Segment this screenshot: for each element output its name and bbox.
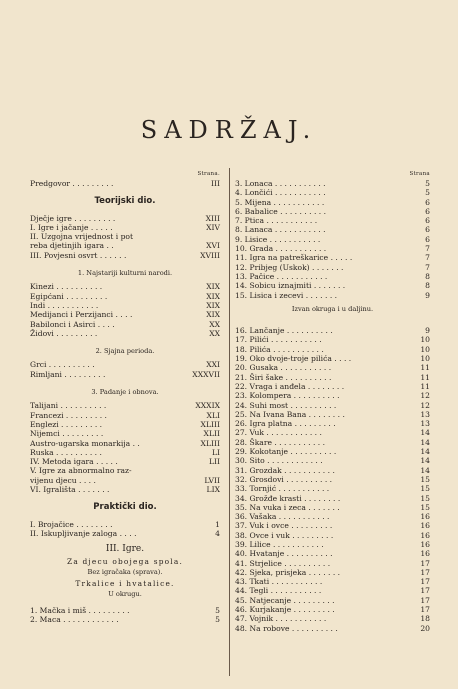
entry-label: Ruska . . . . . . . . . . xyxy=(30,447,102,457)
entry-label: 11. Igra na patreškarice . . . . . xyxy=(235,253,353,263)
toc-entry xyxy=(235,466,430,475)
toc-entry xyxy=(235,179,430,188)
entry-page: LIX xyxy=(206,485,220,495)
entry-label: 12. Pribjeg (Uskok) . . . . . . . xyxy=(235,262,344,272)
toc-entry xyxy=(30,466,220,475)
entry-page: XXXIX xyxy=(195,401,220,411)
entry-page: XXI xyxy=(206,360,220,370)
entry-label: 2. Maca . . . . . . . . . . . . xyxy=(30,614,119,624)
entry-page: 7 xyxy=(425,262,430,272)
entry-page: 17 xyxy=(420,595,430,605)
toc-entry xyxy=(30,429,220,438)
entry-page: XIX xyxy=(206,300,220,310)
entry-page: 6 xyxy=(425,216,430,226)
entry-label: Englezi . . . . . . . . . xyxy=(30,419,103,429)
entry-label: 30. Sito . . . . . . . . . . . . xyxy=(235,456,323,466)
entry-label: 6. Babalice . . . . . . . . . . xyxy=(235,206,327,216)
entry-label: 44. Tegli . . . . . . . . . . . xyxy=(235,586,322,596)
list-games-right-2 xyxy=(235,326,430,633)
subheading-period-2: 2. Sjajna perioda. xyxy=(95,347,155,356)
toc-entry xyxy=(235,410,430,419)
entry-page: XLIII xyxy=(200,438,220,448)
entry-label: 40. Hvatanje . . . . . . . . . . xyxy=(235,549,333,559)
entry-label: 15. Lisica i zecevi . . . . . . . xyxy=(235,290,338,300)
column-divider xyxy=(229,168,230,676)
entry-label: 9. Lisice . . . . . . . . . . . xyxy=(235,234,321,244)
toc-entry xyxy=(235,540,430,549)
entry-page: 12 xyxy=(420,400,430,410)
toc-entry xyxy=(235,326,430,335)
entry-label: IV. Metoda igara . . . . . xyxy=(30,457,118,467)
toc-entry xyxy=(235,235,430,244)
entry-label: 42. Sjeka, prisjeka . . . . . . . xyxy=(235,567,341,577)
list-period-2 xyxy=(30,360,220,379)
toc-entry xyxy=(30,606,220,615)
toc-entry xyxy=(235,244,430,253)
entry-page: XX xyxy=(209,328,220,338)
entry-page: 5 xyxy=(215,614,220,624)
toc-entry xyxy=(30,282,220,291)
entry-label: 35. Na vuka i zeca . . . . . . . xyxy=(235,502,340,512)
entry-page: 14 xyxy=(420,437,430,447)
entry-page: LI xyxy=(211,447,220,457)
entry-label: Dječje igre . . . . . . . . . xyxy=(30,213,116,223)
games-subheading: Za djecu obojega spola. xyxy=(66,556,183,566)
entry-label: Indi . . . . . . . . . . . xyxy=(30,300,99,310)
entry-label: 8. Lanaca . . . . . . . . . . . xyxy=(235,225,326,235)
entry-label: Kinezi . . . . . . . . . . xyxy=(30,282,103,292)
toc-entry xyxy=(30,457,220,466)
entry-page: 17 xyxy=(420,558,430,568)
list-prakticki xyxy=(30,520,220,539)
entry-label: Austro-ugarska monarkija . . xyxy=(30,438,140,448)
entry-page: XIX xyxy=(206,282,220,292)
entry-page: LII xyxy=(208,457,220,467)
entry-label: 25. Na Ivana Bana . . . . . . . . xyxy=(235,409,345,419)
toc-entry xyxy=(235,624,430,633)
entry-label: 27. Vuk . . . . . . . . . . . . xyxy=(235,428,322,438)
entry-page: 16 xyxy=(420,521,430,531)
toc-entry xyxy=(235,373,430,382)
entry-label: Predgovor . . . . . . . . . xyxy=(30,179,114,188)
entry-label: Francezi . . . . . . . . . xyxy=(30,410,107,420)
entry-label: V. Igre za abnormalno raz- xyxy=(30,466,132,476)
toc-entry xyxy=(30,320,220,329)
list-period-3 xyxy=(30,401,220,494)
entry-label: VI. Igrališta . . . . . . . xyxy=(30,485,110,495)
entry-page: XXXVII xyxy=(192,369,220,379)
entry-page: 15 xyxy=(420,474,430,484)
entry-label: 19. Oko dvoje-troje pilića . . . . xyxy=(235,354,352,364)
entry-label: 21. Širi šake . . . . . . . . . . xyxy=(235,372,332,382)
entry-page: 4 xyxy=(215,528,220,538)
toc-entry xyxy=(30,615,220,624)
entry-page: 11 xyxy=(420,381,430,391)
entry-label: Nijemci . . . . . . . . . xyxy=(30,429,104,439)
toc-entry xyxy=(30,360,220,369)
entry-page: 14 xyxy=(420,456,430,466)
toc-entry xyxy=(235,281,430,290)
entry-label: 23. Kolompera . . . . . . . . . . xyxy=(235,391,340,401)
toc-entry xyxy=(30,439,220,448)
section-heading-teorijski: Teorijski dio. xyxy=(94,196,156,207)
toc-entry xyxy=(235,549,430,558)
entry-page: XLII xyxy=(203,429,220,439)
entry-page: LVII xyxy=(204,475,220,485)
entry-page: 17 xyxy=(420,605,430,615)
entry-page: 1 xyxy=(215,519,220,529)
toc-entry xyxy=(235,475,430,484)
subheading-period-3: 3. Padanje i obnova. xyxy=(91,388,159,397)
entry-page: 8 xyxy=(425,281,430,291)
games-category: Trkalice i hvatalice. xyxy=(75,579,175,589)
toc-entry xyxy=(235,188,430,197)
toc-entry xyxy=(235,596,430,605)
entry-label: reba djetinjih igara . . xyxy=(30,241,114,251)
entry-label: 3. Lonaca . . . . . . . . . . . xyxy=(235,179,326,188)
entry-page xyxy=(217,232,220,241)
entry-page: III xyxy=(211,179,220,188)
list-games-right-1 xyxy=(235,179,430,300)
entry-page: XLI xyxy=(206,410,220,420)
entry-page: XIV xyxy=(206,222,220,232)
toc-entry xyxy=(235,382,430,391)
toc-entry xyxy=(235,605,430,614)
entry-label: 4. Lončići . . . . . . . . . . . xyxy=(235,188,326,198)
toc-entry xyxy=(30,529,220,538)
toc-entry xyxy=(235,253,430,262)
entry-page: 6 xyxy=(425,225,430,235)
toc-entry xyxy=(30,223,220,232)
toc-entry xyxy=(235,512,430,521)
toc-entry xyxy=(235,291,430,300)
toc-entry xyxy=(235,503,430,512)
entry-page: XLIII xyxy=(200,419,220,429)
entry-page: XVIII xyxy=(200,250,220,260)
toc-entry xyxy=(30,251,220,260)
list-games-left xyxy=(30,606,220,625)
toc-entry-predgovor xyxy=(30,179,220,188)
toc-entry xyxy=(235,577,430,586)
page-column-header: Strana. xyxy=(197,171,220,177)
entry-label: Talijani . . . . . . . . . . xyxy=(30,401,107,411)
entry-label: 43. Tkati . . . . . . . . . . . xyxy=(235,577,323,587)
entry-page: 9 xyxy=(425,290,430,300)
entry-page: 16 xyxy=(420,549,430,559)
entry-page: 7 xyxy=(425,253,430,263)
entry-label: 22. Vraga i anđela . . . . . . . . xyxy=(235,381,345,391)
toc-entry xyxy=(235,494,430,503)
toc-entry xyxy=(235,401,430,410)
toc-entry xyxy=(30,401,220,410)
subheading-izvan: Izvan okruga i u daljinu. xyxy=(291,304,374,313)
games-heading: III. Igre. xyxy=(105,544,145,555)
entry-label: 37. Vuk i ovce . . . . . . . . . xyxy=(235,521,333,531)
entry-page: 7 xyxy=(425,244,430,254)
entry-page: 15 xyxy=(420,484,430,494)
entry-page: XX xyxy=(209,319,220,329)
right-column xyxy=(235,170,430,633)
entry-page: 15 xyxy=(420,493,430,503)
toc-entry xyxy=(30,476,220,485)
entry-page: 17 xyxy=(420,567,430,577)
toc-entry xyxy=(30,329,220,338)
entry-page: 8 xyxy=(425,271,430,281)
entry-label: Babilonci i Asirci . . . . xyxy=(30,319,115,329)
entry-label: 18. Pilića . . . . . . . . . . . xyxy=(235,344,324,354)
entry-label: II. Iskupljivanje zaloga . . . . xyxy=(30,528,137,538)
entry-label: Rimljani . . . . . . . . . xyxy=(30,369,106,379)
entry-page: 5 xyxy=(215,605,220,615)
entry-label: 10. Grada . . . . . . . . . . . xyxy=(235,244,327,254)
toc-entry xyxy=(235,216,430,225)
toc-entry xyxy=(30,232,220,241)
entry-page: 14 xyxy=(420,447,430,457)
entry-page xyxy=(217,466,220,475)
entry-label: 31. Grozdak . . . . . . . . . . . xyxy=(235,465,335,475)
entry-label: 47. Vojnik . . . . . . . . . . . xyxy=(235,614,327,624)
entry-page: XIX xyxy=(206,310,220,320)
entry-label: Medijanci i Perzijanci . . . . xyxy=(30,310,133,320)
toc-entry xyxy=(235,559,430,568)
toc-entry xyxy=(30,310,220,319)
list-teorijski xyxy=(30,214,220,260)
entry-page: 16 xyxy=(420,539,430,549)
toc-entry xyxy=(235,531,430,540)
games-location: U okrugu. xyxy=(108,590,142,599)
toc-entry xyxy=(30,241,220,250)
entry-page: 17 xyxy=(420,577,430,587)
entry-label: II. Uzgojna vrijednost i pot xyxy=(30,232,134,242)
toc-entry xyxy=(235,198,430,207)
toc-entry xyxy=(235,614,430,623)
section-heading-prakticki: Praktički dio. xyxy=(93,502,157,513)
toc-entry xyxy=(235,586,430,595)
toc-entry xyxy=(30,448,220,457)
toc-entry xyxy=(235,225,430,234)
entry-label: 26. Igra platna . . . . . . . . . xyxy=(235,419,336,429)
toc-entry xyxy=(235,354,430,363)
entry-page: 16 xyxy=(420,512,430,522)
entry-page: 17 xyxy=(420,586,430,596)
entry-label: 17. Pilići . . . . . . . . . . . xyxy=(235,335,322,345)
entry-page: 11 xyxy=(420,372,430,382)
entry-label: 32. Grosdovi . . . . . . . . . . xyxy=(235,474,333,484)
entry-page: 11 xyxy=(420,363,430,373)
entry-label: vijenu djecu . . . . xyxy=(30,475,96,485)
entry-label: 45. Natjecanje . . . . . . . . . xyxy=(235,595,335,605)
entry-page: XIX xyxy=(206,291,220,301)
entry-page: 5 xyxy=(425,179,430,188)
entry-label: 20. Gusaka . . . . . . . . . . . xyxy=(235,363,332,373)
toc-entry xyxy=(235,484,430,493)
toc-entry xyxy=(30,292,220,301)
toc-entry xyxy=(235,335,430,344)
toc-entry xyxy=(235,272,430,281)
toc-entry xyxy=(30,370,220,379)
toc-entry xyxy=(235,438,430,447)
toc-entry xyxy=(235,428,430,437)
toc-entry xyxy=(235,521,430,530)
entry-label: Egipćani . . . . . . . . . xyxy=(30,291,108,301)
toc-entry xyxy=(30,420,220,429)
games-note: Bez igračaka (sprava). xyxy=(87,567,163,576)
subheading-period-1: 1. Najstariji kulturni narodi. xyxy=(77,269,173,278)
entry-page: 18 xyxy=(420,614,430,624)
entry-label: 13. Pačice . . . . . . . . . . . xyxy=(235,271,328,281)
entry-page: 13 xyxy=(420,419,430,429)
entry-label: 39. Lilice . . . . . . . . . . . xyxy=(235,539,324,549)
page-column-header-right: Strana xyxy=(409,171,430,177)
list-period-1 xyxy=(30,282,220,338)
toc-entry xyxy=(235,207,430,216)
entry-page: 10 xyxy=(420,354,430,364)
entry-label: I. Brojačice . . . . . . . . xyxy=(30,519,113,529)
entry-page: XIII xyxy=(205,213,220,223)
toc-entry xyxy=(235,363,430,372)
toc-entry xyxy=(235,263,430,272)
toc-entry xyxy=(30,301,220,310)
toc-entry xyxy=(235,568,430,577)
page-title: SADRŽAJ. xyxy=(140,116,318,144)
toc-entry xyxy=(30,520,220,529)
entry-label: 7. Ptica . . . . . . . . . . . xyxy=(235,216,318,226)
entry-label: I. Igre i jačanje . . . . . xyxy=(30,222,113,232)
toc-entry xyxy=(235,345,430,354)
entry-page: 9 xyxy=(425,326,430,336)
entry-page: 14 xyxy=(420,428,430,438)
entry-page: 5 xyxy=(425,188,430,198)
toc-entry xyxy=(235,419,430,428)
entry-page: 12 xyxy=(420,391,430,401)
entry-page: 6 xyxy=(425,206,430,216)
entry-page: 16 xyxy=(420,530,430,540)
left-column xyxy=(30,170,220,624)
toc-entry xyxy=(235,391,430,400)
entry-label: 29. Kokotanje . . . . . . . . . . xyxy=(235,447,337,457)
entry-page: 10 xyxy=(420,335,430,345)
toc-entry xyxy=(235,447,430,456)
entry-page: 10 xyxy=(420,344,430,354)
entry-page: 14 xyxy=(420,465,430,475)
entry-label: III. Povjesni osvrt . . . . . . xyxy=(30,250,127,260)
entry-label: 36. Vašaka . . . . . . . . . . . xyxy=(235,512,330,522)
entry-page: 13 xyxy=(420,409,430,419)
entry-page: 6 xyxy=(425,234,430,244)
entry-label: 5. Mijena . . . . . . . . . . . xyxy=(235,197,325,207)
entry-page: 20 xyxy=(420,623,430,633)
entry-label: 41. Strjelice . . . . . . . . . . xyxy=(235,558,331,568)
entry-label: Židovi . . . . . . . . . xyxy=(30,328,98,338)
entry-label: 24. Suhi most . . . . . . . . . . xyxy=(235,400,337,410)
entry-page: XVI xyxy=(206,241,220,251)
entry-label: 16. Lančanje . . . . . . . . . . xyxy=(235,326,333,336)
entry-label: 46. Kurjakanje . . . . . . . . . xyxy=(235,605,335,615)
entry-label: 1. Mačka i miš . . . . . . . . . xyxy=(30,605,130,615)
toc-entry xyxy=(30,485,220,494)
entry-label: 14. Sobicu iznajmiti . . . . . . . xyxy=(235,281,346,291)
entry-label: 48. Na robove . . . . . . . . . . xyxy=(235,623,338,633)
entry-label: 28. Škare . . . . . . . . . . . xyxy=(235,437,326,447)
toc-entry xyxy=(30,411,220,420)
toc-entry xyxy=(235,456,430,465)
entry-page: 6 xyxy=(425,197,430,207)
entry-label: 38. Ovce i vuk . . . . . . . . . xyxy=(235,530,334,540)
entry-label: Grci . . . . . . . . . . xyxy=(30,360,95,370)
entry-label: 34. Grožđe krasti . . . . . . . . xyxy=(235,493,341,503)
entry-page: 15 xyxy=(420,502,430,512)
entry-label: 33. Tornjić . . . . . . . . . . . xyxy=(235,484,330,494)
toc-entry xyxy=(30,214,220,223)
